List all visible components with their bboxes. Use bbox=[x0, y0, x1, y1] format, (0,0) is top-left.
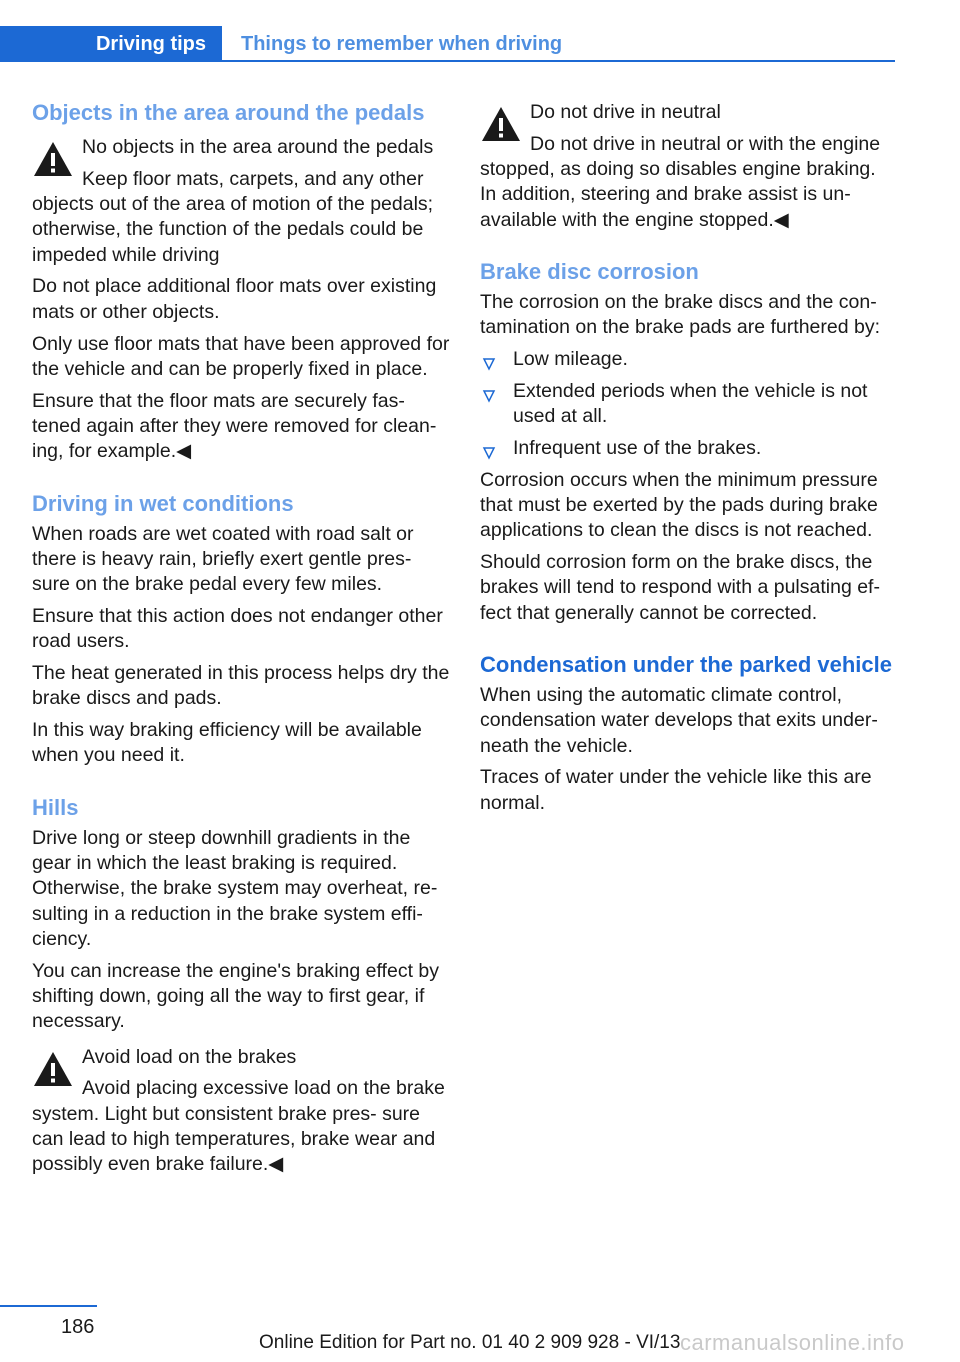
paragraph: The corrosion on the brake discs and the con‐ tamination on the brake pads are furthered by: bbox=[480, 290, 880, 339]
warning-triangle-icon bbox=[32, 135, 74, 181]
warning-title: No objects in the area around the pedals bbox=[82, 136, 434, 158]
tab-driving-tips[interactable]: Driving tips bbox=[0, 26, 222, 62]
warning-triangle-icon bbox=[480, 100, 522, 146]
list-item-text: Extended periods when the vehicle is not used at all. bbox=[513, 379, 868, 428]
list-item-text: Infrequent use of the brakes. bbox=[513, 436, 762, 459]
paragraph: Drive long or steep downhill gradients in the gear in which the least braking is required. Otherwise, the brake system may overheat, re‐ sulting in a reduction in the brake system effi‐ ciency. bbox=[32, 826, 438, 950]
heading-brake-disc-corrosion: Brake disc corrosion bbox=[480, 258, 699, 284]
paragraph: Should corrosion form on the brake discs, the brakes will tend to respond with a pulsating ef‐ fect that generally cannot be corrected. bbox=[480, 551, 880, 624]
heading-hills: Hills bbox=[32, 794, 79, 820]
warning-title: Do not drive in neutral bbox=[530, 101, 721, 123]
warning-brakes-load bbox=[32, 1045, 450, 1178]
watermark: carmanualsonline.info bbox=[680, 1330, 905, 1355]
list-item bbox=[480, 436, 892, 461]
paragraph: Do not place additional floor mats over existing mats or other objects. bbox=[32, 275, 437, 323]
paragraph: The heat generated in this process helps dry the brake discs and pads. bbox=[32, 662, 450, 710]
edition-text: Online Edition for Part no. 01 40 2 909 928 - VI/13 bbox=[259, 1332, 681, 1353]
paragraph: When roads are wet coated with road salt or there is heavy rain, briefly exert gentle pres‐ sure on the brake pedal every few miles. bbox=[32, 522, 414, 596]
bullet-triangle-icon bbox=[482, 385, 496, 410]
list-item-text: Low mileage. bbox=[513, 348, 628, 371]
warning-body: Do not drive in neutral or with the engine stopped, as doing so disables engine braking. In addition, steering and brake assist is un‐ available with the engine stopped.◀ bbox=[480, 132, 881, 231]
tab-things-to-remember[interactable]: Things to remember when driving bbox=[241, 32, 563, 55]
paragraph: Corrosion occurs when the minimum pressure that must be exerted by the pads during brake applications to clean the discs is not reached. bbox=[480, 468, 878, 542]
left-column bbox=[32, 100, 450, 1184]
list-item bbox=[480, 347, 892, 372]
warning-body: Keep floor mats, carpets, and any other objects out of the area of motion of the pedals; otherwise, the function of the pedals could be impeded while driving bbox=[32, 167, 434, 266]
warning-neutral bbox=[480, 100, 892, 233]
corrosion-factors-list bbox=[480, 347, 892, 461]
paragraph: When using the automatic climate control, condensation water develops that exits under‐ neath the vehicle. bbox=[480, 684, 878, 757]
right-column bbox=[480, 100, 892, 823]
bullet-triangle-icon bbox=[482, 442, 496, 467]
paragraph: Ensure that the floor mats are securely fas‐ tened again after they were removed for clean‐ ing, for example.◀ bbox=[32, 389, 437, 463]
warning-title: Avoid load on the brakes bbox=[82, 1045, 297, 1068]
heading-wet-conditions: Driving in wet conditions bbox=[32, 490, 294, 516]
paragraph: Only use floor mats that have been approved for the vehicle and can be properly fixed in place. bbox=[32, 332, 450, 380]
paragraph: Traces of water under the vehicle like this are normal. bbox=[480, 766, 872, 814]
footer-rule bbox=[0, 1305, 97, 1307]
page-number: 186 bbox=[61, 1316, 95, 1338]
warning-pedals bbox=[32, 135, 450, 268]
paragraph: You can increase the engine's braking effect by shifting down, going all the way to first gear, if necessary. bbox=[32, 959, 440, 1033]
header-tabs bbox=[0, 26, 895, 62]
heading-condensation: Condensation under the parked vehicle bbox=[480, 652, 892, 678]
list-item bbox=[480, 379, 892, 430]
paragraph: In this way braking efficiency will be available when you need it. bbox=[32, 719, 422, 767]
heading-pedals: Objects in the area around the pedals bbox=[32, 100, 425, 125]
header-rule bbox=[222, 60, 895, 62]
bullet-triangle-icon bbox=[482, 353, 496, 378]
paragraph: Ensure that this action does not endanger other road users. bbox=[32, 604, 443, 653]
warning-body: Avoid placing excessive load on the brake system. Light but consistent brake pres‐ sure can lead to high temperatures, brake wear and possibly even brake failure.◀ bbox=[32, 1077, 445, 1176]
warning-triangle-icon bbox=[32, 1045, 74, 1091]
